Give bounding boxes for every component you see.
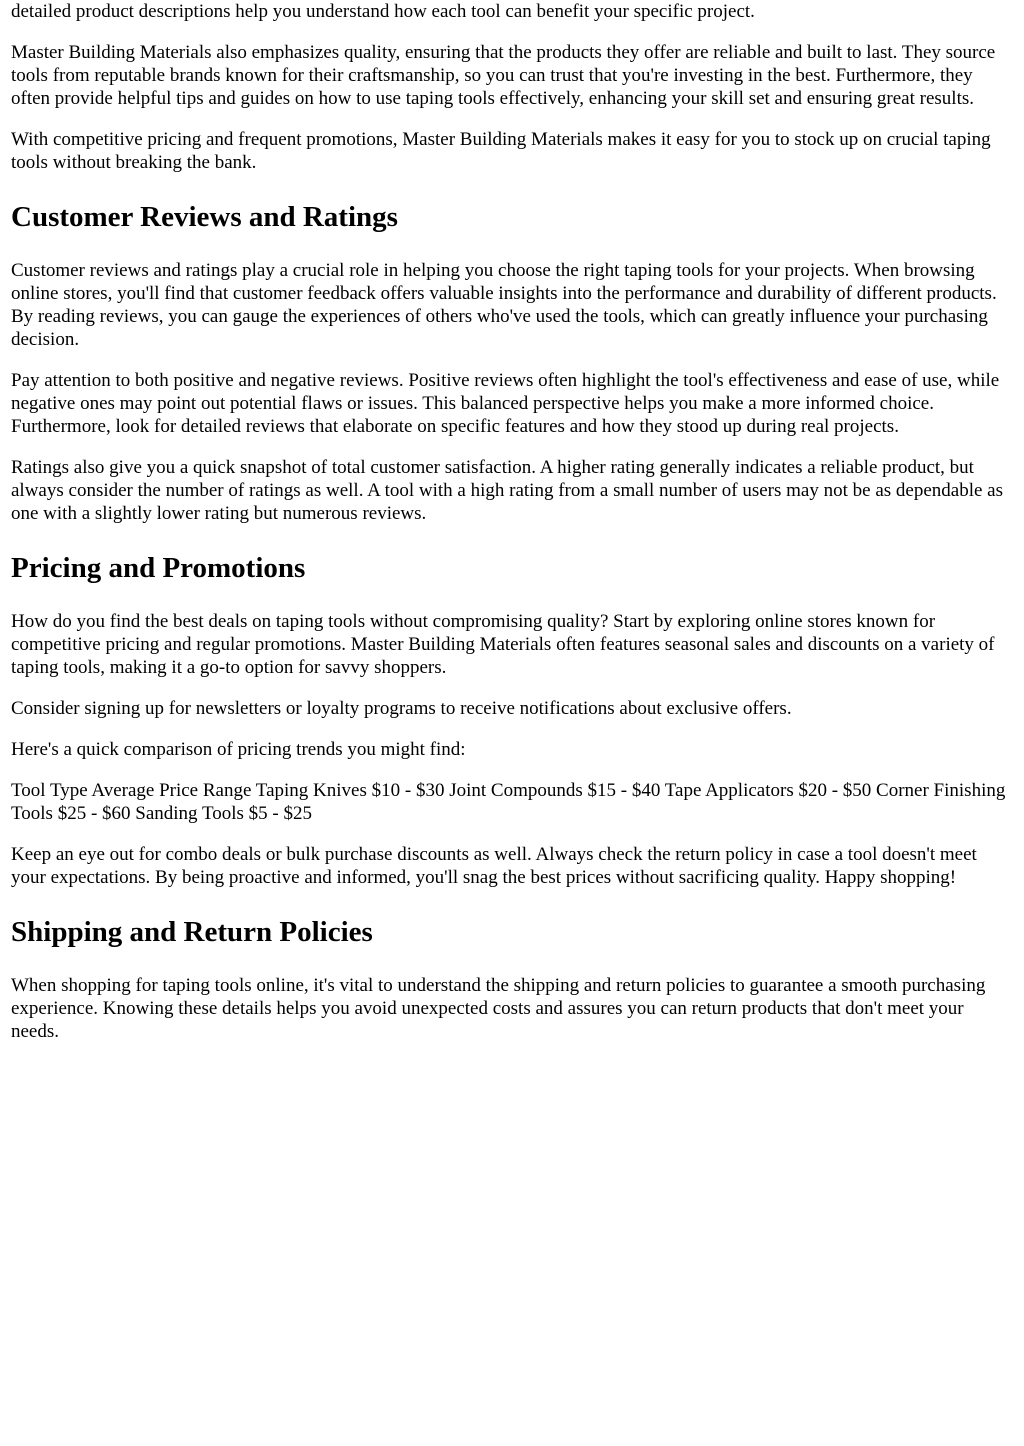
shipping-paragraph-1: When shopping for taping tools online, it's vital to understand the shipping and return policies to guarantee a smooth purchasing experience. Knowing these details helps you avoid unexpected costs and assures you can return products that don't meet your needs.	[11, 975, 986, 1042]
pricing-paragraph-3: Here's a quick comparison of pricing trends you might find:	[11, 739, 466, 760]
shipping-heading: Shipping and Return Policies	[11, 916, 373, 948]
reviews-paragraph-3: Ratings also give you a quick snapshot of total customer satisfaction. A higher rating generally indicates a reliable product, but always consider the number of ratings as well. A tool with a high rating from a small number of users may not be as dependable as one with a slightly lower rating but numerous reviews.	[11, 457, 1003, 524]
reviews-heading: Customer Reviews and Ratings	[11, 201, 398, 233]
intro-paragraph-2: Master Building Materials also emphasizes quality, ensuring that the products they offer are reliable and built to last. They source tools from reputable brands known for their craftsmanship, so you can trust that you're investing in the best. Furthermore, they often provide helpful tips and guides on how to use taping tools effectively, enhancing your skill set and ensuring great results.	[11, 42, 996, 109]
reviews-paragraph-1: Customer reviews and ratings play a crucial role in helping you choose the right taping tools for your projects. When browsing online stores, you'll find that customer feedback offers valuable insights into the performance and durability of different products. By reading reviews, you can gauge the experiences of others who've used the tools, which can greatly influence your purchasing decision.	[11, 260, 997, 350]
pricing-table-text: Tool Type Average Price Range Taping Knives $10 - $30 Joint Compounds $15 - $40 Tape Applicators $20 - $50 Corner Finishing Tools $25 - $60 Sanding Tools $5 - $25	[11, 780, 1006, 824]
shipping-section	[11, 915, 1011, 1043]
reviews-paragraph-2: Pay attention to both positive and negative reviews. Positive reviews often highlight the tool's effectiveness and ease of use, while negative ones may point out potential flaws or issues. This balanced perspective helps you make a more informed choice. Furthermore, look for detailed reviews that elaborate on specific features and how they stood up during real projects.	[11, 370, 1000, 437]
intro-paragraph-1: detailed product descriptions help you understand how each tool can benefit your specific project.	[11, 1, 755, 22]
article	[11, 0, 1011, 1061]
pricing-section	[11, 551, 1011, 889]
pricing-heading: Pricing and Promotions	[11, 552, 306, 584]
intro-paragraph-3: With competitive pricing and frequent promotions, Master Building Materials makes it easy for you to stock up on crucial taping tools without breaking the bank.	[11, 129, 991, 173]
pricing-paragraph-2: Consider signing up for newsletters or loyalty programs to receive notifications about exclusive offers.	[11, 698, 792, 719]
reviews-section	[11, 200, 1011, 525]
pricing-paragraph-1: How do you find the best deals on taping tools without compromising quality? Start by exploring online stores known for competitive pricing and regular promotions. Master Building Materials often features seasonal sales and discounts on a variety of taping tools, making it a go-to option for savvy shoppers.	[11, 611, 995, 678]
pricing-paragraph-5: Keep an eye out for combo deals or bulk purchase discounts as well. Always check the return policy in case a tool doesn't meet your expectations. By being proactive and informed, you'll snag the best prices without sacrificing quality. Happy shopping!	[11, 844, 977, 888]
